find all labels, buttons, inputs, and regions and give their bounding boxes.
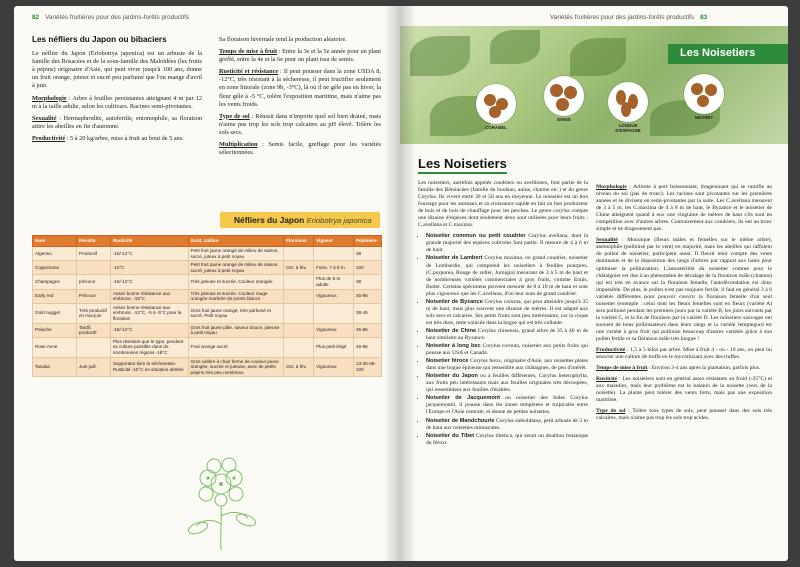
- table-cell: Plus petit érigé: [314, 337, 354, 357]
- table-body: [33, 247, 382, 377]
- hazelnut-shape: [556, 98, 569, 111]
- table-cell: Rose Anne: [33, 337, 77, 357]
- table-cell: Forte, 7 à 8 m: [314, 261, 354, 275]
- hazelnut-shape: [691, 83, 703, 95]
- table-row: [33, 289, 382, 303]
- nut-circle-negret: [684, 74, 724, 114]
- morphologie-paragraph: [596, 184, 772, 233]
- term-label: Sexualité: [596, 237, 618, 244]
- species-name: Noisetier du Japon: [426, 373, 478, 380]
- table-cell: 100: [353, 261, 381, 275]
- table-cell: Petit fruit jaune orangé de milieu de saison, sucré, juteux à petit noyau: [188, 247, 284, 261]
- table-cell: Algerino: [33, 247, 77, 261]
- term-text: : Environ 3-4 ans après la plantation, parfois plus.: [647, 365, 761, 372]
- list-item: [426, 233, 588, 254]
- term-text: : Semis facile, greffage pour les variétés sélectionnées.: [219, 141, 381, 157]
- nut-circle-corabel: [476, 84, 516, 124]
- hazelnut-shape: [489, 106, 501, 118]
- table-header-row: [33, 236, 382, 247]
- table-cell: [76, 261, 110, 275]
- table-cell: Oct. à fév.: [284, 357, 314, 377]
- term-label: Type de sol: [596, 408, 626, 415]
- page-number-left: 82: [32, 14, 40, 21]
- term-text: : Les noisetiers sont en général assez résistants au froid (-25°C) et aux maladies, mais leur problème est le balanin de la noisette (vers de la noisette). La plante peut tolérer des vents forts, mais pas une exposition maritime.: [596, 376, 772, 404]
- running-head-text: Variétés fruitières pour des jardins-forêts productifs: [45, 14, 190, 21]
- left-page: [14, 6, 400, 561]
- table-cell: Gros calibre à chair ferme de couleur jaune orangée, sucrée et juteuse, avec de petits pépins très peu nombreux: [188, 357, 284, 377]
- col-header: Pépinière: [353, 236, 381, 247]
- table-cell: Plus de 5 m adulte: [314, 275, 354, 289]
- term-label: Rusticité: [596, 376, 618, 383]
- leaf-shape: [570, 38, 626, 76]
- loquat-blossom-illustration: [184, 454, 258, 554]
- right-column-2: [596, 184, 772, 426]
- table-cell: Juin-juill.: [76, 357, 110, 377]
- intro-paragraph: Les noisetiers, autrefois appelés coudriers ou avelliniers, font partie de la famille des Bétulacées (famille du bouleau, aulne, charme etc.) et du genre Corylus. Ils vivent entre 30 et 50 ans en moyenne. Le noisetier est un bon fourrage pour les animaux et sa croissance rapide en fait un bon producteur de bois et de bois de chauffage pour les perches. Le genre corylus compte une dizaine d'espèces dont seulement deux sont utilisées pour leurs fruits : C.avellana et C.maxima.: [418, 180, 588, 229]
- table-row: [33, 337, 382, 357]
- running-head-text: Variétés fruitières pour des jardins-forêts productifs: [550, 14, 695, 21]
- table-row: [33, 261, 382, 275]
- table-cell: Productif: [76, 247, 110, 261]
- col-header: Récolte: [76, 236, 110, 247]
- species-name: Noisetier du Tibet: [426, 432, 475, 439]
- table-cell: 13-30-38-100: [353, 357, 381, 377]
- term-text: : Entre la 3e et la 5e année pour un plant greffé, entre la 4e et la 6e pour un plant issu de semis.: [219, 48, 381, 64]
- term-text: : 1,5 à 5 kilos par arbre. Mise à fruit 4 - ou - 10 ans, on peut lui associer une culture de truffe en le mycorhizant avec des truffes.: [596, 347, 772, 361]
- hazelnut-shape: [484, 94, 496, 106]
- species-name: Noisetier de Jacquemont: [426, 395, 501, 402]
- table-cell: 45-86: [353, 337, 381, 357]
- term-label: Sexualité: [32, 114, 57, 122]
- nut-circle-longue-espagne: [608, 82, 648, 122]
- rusticite-paragraph: [219, 68, 381, 108]
- hazelnut-shape: [550, 84, 563, 97]
- table-cell: [314, 247, 354, 261]
- gutter-shadow: [400, 6, 416, 561]
- list-item: [426, 299, 588, 327]
- table-cell: [284, 323, 314, 337]
- term-label: Temps de mise à fruit: [596, 365, 648, 372]
- term-label: Rusticité et résistance: [219, 68, 279, 76]
- term-text: : Réussit dans n'importe quel sol bien drainé, mais n'aime pas trop les sols trop calcaires au pH élevé. Tolère les sols secs.: [219, 112, 381, 136]
- col-header: Nom: [33, 236, 77, 247]
- right-page: [400, 6, 788, 561]
- table-title-text: Néfliers du Japon: [234, 215, 305, 225]
- table-cell: Précoce: [76, 289, 110, 303]
- productivite-paragraph: [596, 347, 772, 361]
- species-name: Noisetier de Chine: [426, 327, 477, 334]
- species-text: Corylus avellana, dont la grande majorité des espèces cultivées font partie. Il mesure de 4 à 6 m de haut.: [426, 233, 588, 254]
- nut-label: ENNIS: [557, 117, 571, 122]
- table-cell: -10/-12°C: [110, 247, 188, 261]
- right-column-1: [418, 180, 588, 450]
- table-cell: -10/-12°C: [110, 323, 188, 337]
- table-cell: Gros fruit jaune orangé, très parfumé et sucré. Petit noyau: [188, 303, 284, 323]
- term-text: : Tolère tous types de sols, peut pousser dans des sols très calcaires, mais n'aime pas trop les sols trop acides.: [596, 408, 773, 422]
- table-cell: [76, 337, 110, 357]
- nut-circle-ennis: [544, 76, 584, 116]
- table-cell: [284, 275, 314, 289]
- rusticite-paragraph: [596, 376, 772, 404]
- species-name: Noisetier de Mandchourie: [426, 417, 495, 424]
- list-item: [426, 328, 588, 342]
- list-item: [426, 255, 588, 297]
- table-cell: 45-86: [353, 323, 381, 337]
- section-heading: Les Noisetiers: [418, 156, 507, 174]
- morphologie-paragraph: [32, 95, 202, 111]
- species-text: Corylus chinensis, grand arbre de 35 à 40 m de haut similaire au Byzance.: [426, 327, 588, 341]
- table-cell: 38-45: [353, 303, 381, 323]
- species-text: Corylus tibetica, qui serait un doublon botanique du féroxr.: [426, 432, 589, 446]
- term-text: : Arbre à feuilles persistantes atteignant 4 m par 12 m à la taille adulte, selon les cultivars. Racines semi-pivotantes.: [32, 94, 202, 110]
- col-header: Vigueur: [314, 236, 354, 247]
- intro-paragraph: Le néflier du Japon (Eriobotrya japonica) est un arbuste de la famille des Rosacées et de la sous-famille des Maloïdées (les fruits à pépins) originaire d'Asie, qui peut vivre jusqu'à 100 ans, donne un fruit orange, juteux et sucré peu parfumé que l'on mange d'avril à juin.: [32, 50, 202, 90]
- running-head-right: [550, 14, 707, 21]
- table-cell: Oct. à fév.: [284, 261, 314, 275]
- hazelnut-shape: [705, 84, 717, 96]
- table-row: [33, 247, 382, 261]
- term-label: Productivité: [32, 134, 66, 142]
- table-cell: Early red: [33, 289, 77, 303]
- running-head-left: [32, 14, 189, 21]
- term-label: Morphologie: [596, 184, 627, 190]
- floraison-note: Sa floraison hivernale rend la production aléatoire.: [219, 36, 347, 43]
- table-cell: Coppertone: [33, 261, 77, 275]
- species-text: Corylus ferox, originaire d'Asie, aux noisettes plates dans une bogue épineuse qui ressemble aux châtaignes, de peu d'intérêt.: [426, 358, 588, 372]
- col-header: Floraison: [284, 236, 314, 247]
- sexualite-paragraph: [596, 237, 772, 343]
- table-row: [33, 303, 382, 323]
- sol-paragraph: [219, 113, 381, 137]
- mise-paragraph: [219, 48, 381, 64]
- species-text: ou à feuilles différentes, Corylus heterophylla, aux fruits peu intéressants mais aux feuilles originales très découpées, qui ressemblent aux feuilles d'érables.: [426, 373, 589, 394]
- nut-label: NEGRET: [694, 115, 714, 120]
- table-cell: Assez bonne résistance aux embruns. -15°C: [110, 289, 188, 303]
- species-text: Corylus cornuta, noisetier aux petits fruits qui pousse aux USA et Canada.: [426, 343, 589, 357]
- table-cell: Assez bonne résistance aux embruns. -12°C, -5 à -5°C pour la floraison: [110, 303, 188, 323]
- mise-paragraph: [596, 365, 772, 372]
- term-label: Type de sol: [219, 112, 250, 120]
- species-name: Noisetier féroce: [426, 358, 469, 365]
- table-cell: Vigoureux: [314, 289, 354, 303]
- nefliers-table: [32, 235, 382, 377]
- table-cell: [284, 289, 314, 303]
- list-item: [426, 395, 588, 416]
- species-text: Corylus maxima, ou grand coudrier, noisetier de Lombardie, qui comprend les noisetiers à feuilles pourpres, (C.purpurea, Rouge de zeller, Jurnigia) mesurant de 3 à 5 m de haut et de nombreuses variétés commerciales à gros fruits, comme Ennis, Butler. Certains spécimens peuvent mesurer de 8 à 10 m de haut et sont plus vigoureux que les C.avellana, d'où leur nom de grand coudrier.: [426, 255, 588, 297]
- term-text: : Arbuste à port buissonnant, drageonnant qui se ramifie au niveau du sol (pas de tronc). Les racines sont pivotantes sur les premières années et se divisent en semi-pivotantes par la suite. Les C.avellana mesurent de 3 à 5 m, les C.maxima de 4 à 8 m de haut, le Byzance et le noisetier de Chine atteignent quand à eux une vingtaine de mètres de haut s'ils sont en compétition avec d'autres arbres. Contrairement aux coudriers, ils ont un tronc simple et ne drageonnent pas.: [596, 184, 772, 233]
- table-cell: précoce: [76, 275, 110, 289]
- table-cell: Fruit orange sucré: [188, 337, 284, 357]
- list-item: [426, 343, 588, 357]
- table-cell: Gold nugget: [33, 303, 77, 323]
- productivite-paragraph: [32, 135, 202, 143]
- table-cell: 45-86: [353, 289, 381, 303]
- species-list: [418, 233, 588, 446]
- table-cell: [284, 303, 314, 323]
- nut-label: LONGUE D'ESPAGNE: [615, 123, 641, 133]
- table-cell: 38: [353, 275, 381, 289]
- multiplication-paragraph: [219, 141, 381, 157]
- table-cell: Vigoureux: [314, 323, 354, 337]
- table-row: [33, 357, 382, 377]
- leaf-shape: [410, 36, 470, 76]
- table-cell: Très juteuse et sucrée. Couleur rouge orangée marbrée de points blancs: [188, 289, 284, 303]
- table-cell: Peluche: [33, 323, 77, 337]
- term-text: : Hermaphrodite, autofertile, entomophile, sa floraison attire les abeilles en fin d'automne.: [32, 114, 202, 130]
- species-text: ou noisetier des Indes Corylus jacquemontii, il pousse dans les zones tempérées et tropicales entre l'Europe et l'Asie centrale, et donne de petites noisettes.: [426, 395, 588, 416]
- term-label: Morphologie: [32, 94, 67, 102]
- species-name: Noisetier de Lambert: [426, 255, 483, 262]
- term-text: : Il peut pousser dans la zone USDA 8, -12°C, très résistant à la sécheresse, il peut fructifier seulement en zone littorale (zone 9b, -3°C), là où il ne gèle pas en hiver, la fleur gèle à -5 °C, tolère l'exposition maritime, mais n'aime pas les vents froids.: [219, 68, 382, 108]
- table-row: [33, 323, 382, 337]
- sexualite-paragraph: [32, 115, 202, 131]
- list-item: [426, 418, 588, 432]
- leaf-shape: [490, 30, 540, 64]
- gutter-shadow: [384, 6, 400, 561]
- table-cell: Gros fruit jaune pâle, saveur douce, juteuse à petit noyau: [188, 323, 284, 337]
- list-item: [426, 358, 588, 372]
- species-name: Noisetier de Byzance: [426, 298, 483, 305]
- species-name: Noisetier à long bec: [426, 343, 481, 350]
- table-cell: -10°C: [110, 261, 188, 275]
- table-cell: [314, 303, 354, 323]
- hazelnut-shape: [697, 95, 709, 107]
- table-cell: Vigoureux: [314, 357, 354, 377]
- left-column-1: [32, 36, 202, 147]
- list-item: [426, 433, 588, 447]
- table-cell: Supportant bien la sécheresse. Rusticité -10°C en situation abritée: [110, 357, 188, 377]
- col-header: Goût, calibre: [188, 236, 284, 247]
- species-text: Corylus sieboldiana, petit arbuste de 3 m de haut aux noisettes minuscules.: [426, 417, 588, 431]
- species-text: Corylus colurna, qui peut atteindre jusqu'à 35 m de haut, mais plus souvent une dizaine de mètres. Il est adapté aux sols secs et calcaires. Ses petits fruits sont peu intéressants, car la coque est très dure, reste coincée dans la bogue qui est très collante.: [426, 298, 588, 326]
- section-heading: Les néfliers du Japon ou bibaciers: [32, 35, 167, 44]
- table-row: [33, 275, 382, 289]
- table-cell: 38: [353, 247, 381, 261]
- hazelnut-shape: [564, 86, 577, 99]
- table-cell: Très juteuse et sucrée. Couleur orangée: [188, 275, 284, 289]
- table-cell: [284, 247, 314, 261]
- table-cell: [284, 337, 314, 357]
- page-number-right: 83: [700, 14, 708, 21]
- term-label: Temps de mise à fruit: [219, 48, 278, 56]
- term-text: : 5 à 20 kg/arbre, mise à fruit au bout de 5 ans.: [65, 134, 184, 142]
- col-header: Rusticité: [110, 236, 188, 247]
- term-label: Multiplication: [219, 141, 258, 149]
- table-cell: -10/-12°C: [110, 275, 188, 289]
- table-cell: Tanaka: [33, 357, 77, 377]
- hazelnut-shape: [621, 102, 631, 117]
- term-label: Productivité: [596, 347, 626, 354]
- sol-paragraph: [596, 408, 772, 422]
- species-name: Noisetier commun ou petit coudrier: [426, 233, 526, 240]
- table-cell: Plus résistant que le type, pendant sa culture possible dans de nombreuses régions -18°C: [110, 337, 188, 357]
- table-cell: Petit fruit jaune orangé de milieu de saison, sucré, juteux à petit noyau: [188, 261, 284, 275]
- left-column-2: [219, 36, 381, 161]
- table-title: [220, 212, 380, 228]
- section-banner: Les Noisetiers: [668, 44, 788, 64]
- table-title-latin: Eriobotrya japonica: [306, 216, 372, 225]
- list-item: [426, 373, 588, 394]
- term-text: : Monoïque (fleurs mâles et femelles sur le même arbre), anémophile (pollinisé par le vent) en majorité, mais les abeilles qui raffolent du pollen de noisetier, participent aussi. Il fleurit tenir compte des vents dominants et de la disposition des rangs d'arbres par rapport aux haies pour optimiser la pollinisation. L'autostérilité du noisetier comme pour le châtaignier est due à un phénomène de décalage de la floraison mâle (chatons) qui est très en avance sur la floraison femelle, l'autofécondation est donc impossible. De plus, le pollen n'est pas toujours fertile, il faut en général 3 à 6 variétés différentes pour pouvoir couvrir la floraison femelle d'un seul noisetier (exemple : celui dont les fleurs femelles sont en fleurs (variété A) sera pollinisé pendant les premiers jours par la variété B, les jours suivants par la variété C, et la fin de floraison par la variété D. Les noisetiers sauvages ont souvent de bons pollinisateurs dans leurs rangs et la variété Jemptegurd est une variété à gros fruit qui pollinise beaucoup d'autres variétés grâce à son pollen fertile et sa floraison mâle très longue !: [596, 237, 772, 342]
- nut-label: CORABEL: [485, 125, 507, 130]
- table-cell: Très productif en mai-juin: [76, 303, 110, 323]
- table-cell: Tardif, productif: [76, 323, 110, 337]
- table-cell: Champagne: [33, 275, 77, 289]
